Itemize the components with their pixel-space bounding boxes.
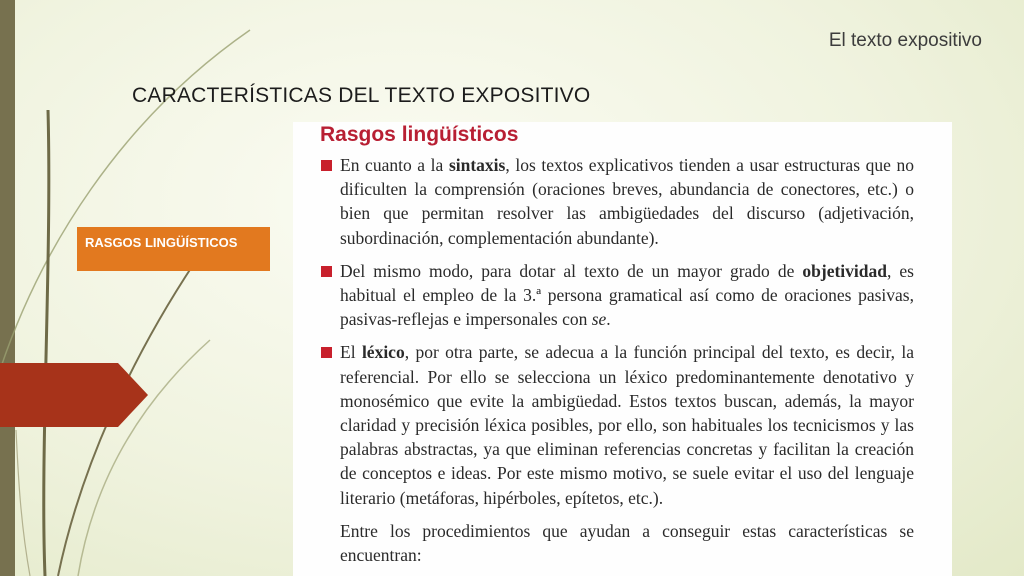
bullet-paragraph bbox=[320, 153, 914, 250]
bullet-paragraph bbox=[320, 340, 914, 509]
text-run: objetividad bbox=[802, 260, 887, 281]
text-run: . bbox=[606, 309, 611, 330]
text-run: , por otra parte, se adecua a la función principal del texto, es decir, la referencial. Por ello se selecciona un léxico predominantemente denotativo y monosémico que evite la ambigüedad. Estos textos buscan, además, la mayor claridad y precisión léxica posibles, por ello, son habituales los tecnicismos y las palabras abstractas, ya que eliminan referencias concretas y facilitan la creación de conceptos e ideas. Por este mismo motivo, se suele evitar el uso del lenguaje literario (metáforas, hipérboles, epítetos, etc.). bbox=[340, 342, 914, 508]
section-label: RASGOS LINGÜÍSTICOS bbox=[77, 227, 270, 271]
square-bullet-icon bbox=[321, 347, 332, 358]
chevron-arrow-icon bbox=[0, 363, 148, 427]
slide-header: El texto expositivo bbox=[828, 30, 982, 51]
textbook-excerpt bbox=[293, 122, 952, 576]
text-run: léxico bbox=[361, 342, 405, 363]
text-run: sintaxis bbox=[448, 155, 506, 175]
bullet-paragraph bbox=[320, 259, 914, 332]
square-bullet-icon bbox=[321, 160, 332, 171]
text-run: , los textos explicativos tienden a usar estructuras que no dificulten la comprensión (oraciones breves, abundancia de conectores, etc.) o bien que permitan resolver las ambigüedades del discurso (adjetivación, subordinación, complementación abundante). bbox=[340, 155, 914, 248]
text-run: se bbox=[591, 309, 607, 330]
excerpt-paragraphs bbox=[320, 153, 914, 567]
square-bullet-icon bbox=[321, 266, 332, 277]
text-run: Del mismo modo, para dotar al texto de un mayor grado de bbox=[340, 260, 803, 281]
text-run: El bbox=[340, 342, 362, 363]
closing-paragraph bbox=[320, 519, 914, 567]
excerpt-heading: Rasgos lingüísticos bbox=[320, 123, 519, 146]
text-run: En cuanto a la bbox=[340, 155, 449, 175]
text-run: Entre los procedimientos que ayudan a conseguir estas características se encuentran: bbox=[340, 520, 914, 566]
slide-title: CARACTERÍSTICAS DEL TEXTO EXPOSITIVO bbox=[132, 84, 591, 107]
text-run: , es habitual el empleo de la 3.ª persona gramatical así como de oraciones pasivas, pasivas-reflejas e impersonales con bbox=[340, 260, 914, 330]
